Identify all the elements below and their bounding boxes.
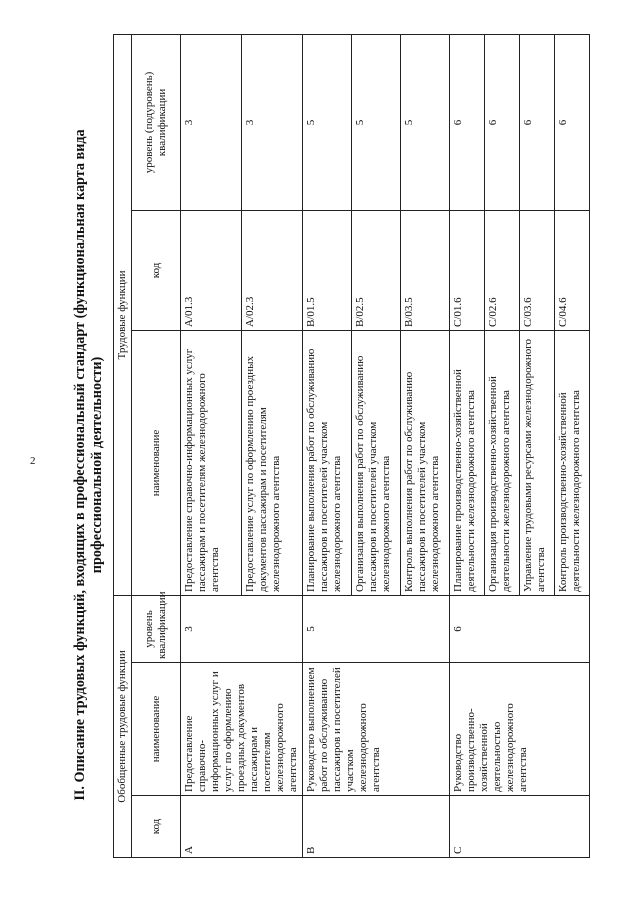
group-level: 5 (303, 595, 450, 662)
header-row-groups (114, 34, 132, 857)
function-level: 5 (303, 34, 352, 210)
function-name: Предоставление справочно-информационных услуг пассажирам и посетителям железнодорожного агентства (181, 330, 242, 595)
function-name: Планирование выполнения работ по обслуживанию пассажиров и посетителей участком железнодорожного агентства (303, 330, 352, 595)
table-row (303, 34, 352, 857)
group-code: C (450, 796, 590, 858)
function-name: Предоставление услуг по оформлению проездных документов пассажирам и посетителям железнодорожного агентства (242, 330, 303, 595)
function-name: Управление трудовыми ресурсами железнодорожного агентства (520, 330, 555, 595)
function-level: 3 (181, 34, 242, 210)
section-title-line-2: профессиональной деятельности) (89, 356, 105, 574)
function-code: B/03.5 (401, 210, 450, 330)
header-generalized-functions: Обобщенные трудовые функции (114, 595, 132, 857)
function-level: 3 (242, 34, 303, 210)
function-level: 5 (352, 34, 401, 210)
function-level: 6 (485, 34, 520, 210)
header-labor-level: уровень (подуровень) квалификации (132, 34, 181, 210)
function-code: B/02.5 (352, 210, 401, 330)
function-name: Контроль производственно-хозяйственной деятельности железнодорожного агентства (555, 330, 590, 595)
page-number: 2 (30, 455, 36, 467)
function-code: C/04.6 (555, 210, 590, 330)
functional-map-table (113, 34, 590, 858)
function-name: Организация производственно-хозяйственной деятельности железнодорожного агентства (485, 330, 520, 595)
function-code: A/01.3 (181, 210, 242, 330)
header-labor-name: наименование (132, 330, 181, 595)
header-row-columns (132, 34, 181, 857)
function-code: C/01.6 (450, 210, 485, 330)
group-name: Руководство выполнением работ по обслуживанию пассажиров и посетителей участком железнодорожного агентства (303, 663, 450, 796)
header-labor-functions: Трудовые функции (114, 34, 132, 595)
table-row (181, 34, 242, 857)
section-title-line-1: II. Описание трудовых функций, входящих в профессиональный стандарт (функциональная карта вида (72, 129, 88, 801)
function-code: A/02.3 (242, 210, 303, 330)
function-code: B/01.5 (303, 210, 352, 330)
function-level: 6 (450, 34, 485, 210)
table-row (450, 34, 485, 857)
header-level: уровень квалификации (132, 595, 181, 662)
header-code: код (132, 796, 181, 858)
group-name: Предоставление справочно-информационных услуг и услуг по оформлению проездных документов пассажирам и посетителям железнодорожного агентства (181, 663, 303, 796)
function-name: Планирование производственно-хозяйственной деятельности железнодорожного агентства (450, 330, 485, 595)
header-name: наименование (132, 663, 181, 796)
group-code: A (181, 796, 303, 858)
group-level: 6 (450, 595, 590, 662)
function-level: 6 (520, 34, 555, 210)
header-labor-code: код (132, 210, 181, 330)
function-level: 5 (401, 34, 450, 210)
group-level: 3 (181, 595, 303, 662)
function-name: Контроль выполнения работ по обслуживанию пассажиров и посетителей участком железнодорожного агентства (401, 330, 450, 595)
group-code: B (303, 796, 450, 858)
function-name: Организация выполнения работ по обслуживанию пассажиров и посетителей участком железнодорожного агентства (352, 330, 401, 595)
group-name: Руководство производственно-хозяйственной деятельностью железнодорожного агентства (450, 663, 590, 796)
function-code: C/02.6 (485, 210, 520, 330)
function-code: C/03.6 (520, 210, 555, 330)
section-title (72, 65, 106, 865)
function-level: 6 (555, 34, 590, 210)
